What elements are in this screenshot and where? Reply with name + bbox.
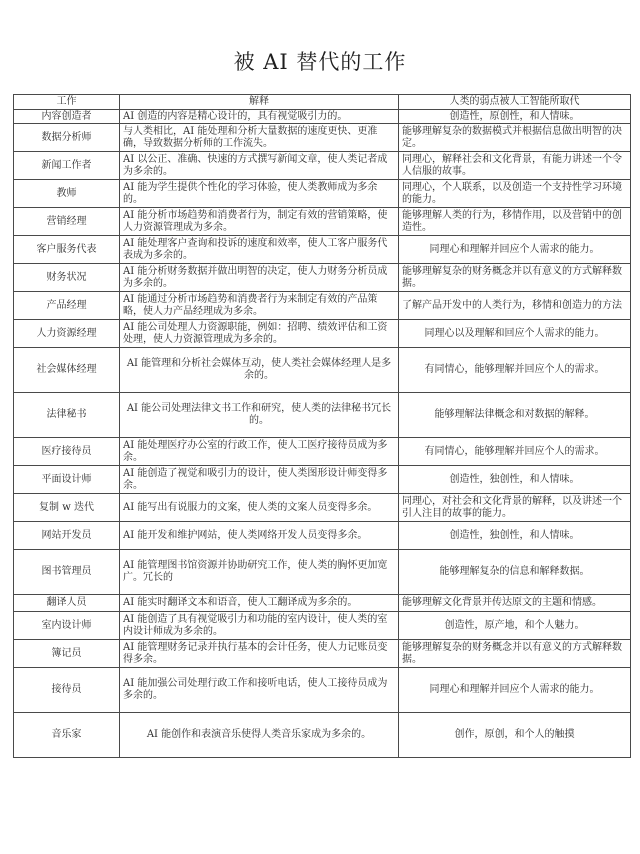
weakness-cell: 能够理解人类的行为，移情作用，以及营销中的创造性。 — [399, 208, 631, 236]
explanation-cell: AI 能创造了具有视觉吸引力和功能的室内设计，使人类的室内设计师成为多余的。 — [120, 612, 399, 640]
explanation-cell: AI 能公司处理人力资源职能，例如：招聘、绩效评估和工资处理，使人力资源管理成为多余的。 — [120, 320, 399, 348]
table-row — [14, 438, 631, 466]
column-header-explanation: 解释 — [120, 95, 399, 110]
job-name-cell: 新闻工作者 — [14, 152, 120, 180]
table-row — [14, 236, 631, 264]
job-name-cell: 财务状况 — [14, 264, 120, 292]
table-header-row — [14, 95, 631, 110]
explanation-cell: AI 能管理财务记录并执行基本的会计任务，使人力记账员变得多余。 — [120, 640, 399, 668]
explanation-cell: AI 能写出有说服力的文案，使人类的文案人员变得多余。 — [120, 494, 399, 522]
weakness-cell: 了解产品开发中的人类行为，移情和创造力的方法 — [399, 292, 631, 320]
job-name-cell: 平面设计师 — [14, 466, 120, 494]
weakness-cell: 有同情心，能够理解并回应个人的需求。 — [399, 438, 631, 466]
explanation-cell: AI 创造的内容是精心设计的，具有视觉吸引力的。 — [120, 110, 399, 124]
weakness-cell: 创造性，原产地，和个人魅力。 — [399, 612, 631, 640]
job-name-cell: 客户服务代表 — [14, 236, 120, 264]
job-name-cell: 社会媒体经理 — [14, 348, 120, 393]
job-name-cell: 网站开发员 — [14, 522, 120, 550]
job-name-cell: 图书管理员 — [14, 550, 120, 595]
weakness-cell: 同理心以及理解和回应个人需求的能力。 — [399, 320, 631, 348]
weakness-cell: 创造性，独创性，和人情味。 — [399, 466, 631, 494]
weakness-cell: 同理心和理解并回应个人需求的能力。 — [399, 668, 631, 713]
explanation-cell: 与人类相比，AI 能处理和分析大量数据的速度更快、更准确，导致数据分析师的工作流失。 — [120, 124, 399, 152]
table-row — [14, 320, 631, 348]
job-name-cell: 内容创造者 — [14, 110, 120, 124]
explanation-cell: AI 能创作和表演音乐使得人类音乐家成为多余的。 — [120, 713, 399, 758]
explanation-cell: AI 能实时翻译文本和语音，使人工翻译成为多余的。 — [120, 595, 399, 612]
explanation-cell: AI 能加强公司处理行政工作和接听电话，使人工接待员成为多余的。 — [120, 668, 399, 713]
job-name-cell: 接待员 — [14, 668, 120, 713]
table-row — [14, 466, 631, 494]
weakness-cell: 创造性，原创性，和人情味。 — [399, 110, 631, 124]
weakness-cell: 同理心，个人联系，以及创造一个支持性学习环境的能力。 — [399, 180, 631, 208]
job-name-cell: 营销经理 — [14, 208, 120, 236]
table-row — [14, 152, 631, 180]
job-name-cell: 教师 — [14, 180, 120, 208]
weakness-cell: 能够理解文化背景并传达原文的主题和情感。 — [399, 595, 631, 612]
job-name-cell: 复制 w 迭代 — [14, 494, 120, 522]
job-name-cell: 产品经理 — [14, 292, 120, 320]
column-header-weakness: 人类的弱点被人工智能所取代 — [399, 95, 631, 110]
explanation-cell: AI 能处理客户查询和投诉的速度和效率，使人工客户服务代表成为多余的。 — [120, 236, 399, 264]
explanation-cell: AI 能为学生提供个性化的学习体验，使人类教师成为多余的。 — [120, 180, 399, 208]
weakness-cell: 能够理解复杂的信息和解释数据。 — [399, 550, 631, 595]
table-row — [14, 595, 631, 612]
weakness-cell: 同理心，解释社会和文化背景，有能力讲述一个令人信服的故事。 — [399, 152, 631, 180]
explanation-cell: AI 能通过分析市场趋势和消费者行为来制定有效的产品策略，使人力产品经理成为多余。 — [120, 292, 399, 320]
table-row — [14, 713, 631, 758]
job-name-cell: 人力资源经理 — [14, 320, 120, 348]
explanation-cell: AI 能创造了视觉和吸引力的设计，使人类图形设计师变得多余。 — [120, 466, 399, 494]
explanation-cell: AI 能管理和分析社会媒体互动，使人类社会媒体经理人是多余的。 — [120, 348, 399, 393]
explanation-cell: AI 以公正、准确、快速的方式撰写新闻文章，使人类记者成为多余的。 — [120, 152, 399, 180]
job-name-cell: 音乐家 — [14, 713, 120, 758]
job-name-cell: 簿记员 — [14, 640, 120, 668]
table-row — [14, 180, 631, 208]
table-row — [14, 208, 631, 236]
table-row — [14, 494, 631, 522]
column-header-job: 工作 — [14, 95, 120, 110]
weakness-cell: 创作，原创，和个人的触摸 — [399, 713, 631, 758]
job-name-cell: 室内设计师 — [14, 612, 120, 640]
table-row — [14, 264, 631, 292]
weakness-cell: 能够理解复杂的财务概念并以有意义的方式解释数据。 — [399, 264, 631, 292]
table-row — [14, 110, 631, 124]
weakness-cell: 有同情心，能够理解并回应个人的需求。 — [399, 348, 631, 393]
weakness-cell: 同理心，对社会和文化背景的解释，以及讲述一个引人注目的故事的能力。 — [399, 494, 631, 522]
table-row — [14, 612, 631, 640]
table-row — [14, 348, 631, 393]
table-row — [14, 393, 631, 438]
table-row — [14, 522, 631, 550]
weakness-cell: 能够理解法律概念和对数据的解释。 — [399, 393, 631, 438]
job-name-cell: 医疗接待员 — [14, 438, 120, 466]
explanation-cell: AI 能公司处理法律文书工作和研究，使人类的法律秘书冗长的。 — [120, 393, 399, 438]
explanation-cell: AI 能开发和维护网站，使人类网络开发人员变得多余。 — [120, 522, 399, 550]
jobs-table — [13, 94, 631, 758]
table-row — [14, 124, 631, 152]
table-row — [14, 640, 631, 668]
table-row — [14, 292, 631, 320]
weakness-cell: 同理心和理解并回应个人需求的能力。 — [399, 236, 631, 264]
weakness-cell: 能够理解复杂的数据模式并根据信息做出明智的决定。 — [399, 124, 631, 152]
explanation-cell: AI 能分析财务数据并做出明智的决定，使人力财务分析员成为多余的。 — [120, 264, 399, 292]
weakness-cell: 创造性，独创性，和人情味。 — [399, 522, 631, 550]
table-row — [14, 668, 631, 713]
explanation-cell: AI 能处理医疗办公室的行政工作，使人工医疗接待员成为多余。 — [120, 438, 399, 466]
table-row — [14, 550, 631, 595]
job-name-cell: 翻译人员 — [14, 595, 120, 612]
explanation-cell: AI 能管理图书馆资源并协助研究工作，使人类的胸怀更加宽广。冗长的 — [120, 550, 399, 595]
explanation-cell: AI 能分析市场趋势和消费者行为，制定有效的营销策略，使人力资源管理成为多余。 — [120, 208, 399, 236]
weakness-cell: 能够理解复杂的财务概念并以有意义的方式解释数据。 — [399, 640, 631, 668]
job-name-cell: 法律秘书 — [14, 393, 120, 438]
page-title: 被 AI 替代的工作 — [233, 50, 407, 74]
job-name-cell: 数据分析师 — [14, 124, 120, 152]
